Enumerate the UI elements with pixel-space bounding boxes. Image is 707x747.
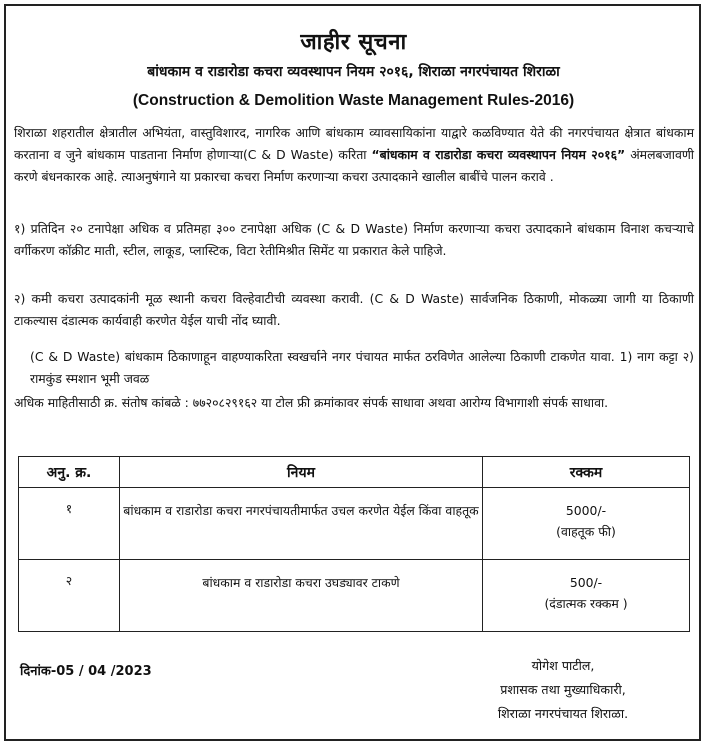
point-1: १) प्रतिदिन २० टनापेक्षा अधिक व प्रतिमहा ३०० टनापेक्षा अधिक (C & D Waste) निर्माण करणाऱ्या कचरा उत्पादकाने बांधकाम विनाश कचऱ्याचे वर्गीकरण कॉक्रीट माती, स्टील, लाकूड, प्लास्टिक, विटा रेतीमिश्रीत सिमेंट या प्रकारात केले पाहिजे. bbox=[14, 221, 694, 258]
intro-paragraph bbox=[14, 122, 694, 188]
point-3: (C & D Waste) बांधकाम ठिकाणाहून वाहण्याकरिता स्वखर्चाने नगर पंचायत मार्फत ठरविणेत आलेल्या ठिकाणी टाकणेत यावा. 1) नाग कट्टा २) रामकुंड स्मशान भूमी जवळ bbox=[30, 349, 694, 386]
table-row bbox=[19, 488, 690, 560]
table-row bbox=[19, 560, 690, 632]
header-rule: नियम bbox=[120, 457, 483, 488]
intro-rule-name: “बांधकाम व राडारोडा कचरा व्यवस्थापन नियम २०१६” bbox=[371, 147, 626, 162]
row-amount-note: (वाहतूक फी) bbox=[556, 524, 616, 539]
table-header-row bbox=[19, 457, 690, 488]
row-amount: 500/- bbox=[569, 575, 603, 590]
row-amount-cell bbox=[483, 488, 690, 560]
signature-block bbox=[438, 654, 688, 726]
row-rule: बांधकाम व राडारोडा कचरा उघड्यावर टाकणे bbox=[120, 560, 483, 632]
notice-date: दिनांक-05 / 04 /2023 bbox=[20, 664, 152, 679]
signatory-name: योगेश पाटील, bbox=[531, 658, 595, 673]
intro-text-2: अंमलबजावणी करणे बंधनकारक आहे. त्याअनुषंगाने या प्रकारचा कचरा निर्माण करणाऱ्या कचरा उत्पादकाने खालील बाबींचे पालन करावे . bbox=[14, 147, 694, 184]
row-serial: १ bbox=[19, 488, 120, 560]
row-rule: बांधकाम व राडारोडा कचरा नगरपंचायतीमार्फत उचल करणेत येईल किंवा वाहतूक bbox=[120, 488, 483, 560]
intro-text-1: शिराळा शहरातील क्षेत्रातील अभियंता, वास्तुविशारद, नागरिक आणि बांधकाम व्यावसायिकांना याद्वारे कळविण्यात येते की नगरपंचायत क्षेत्रात बांधकाम करताना व जुने बांधकाम पाडताना निर्माण होणाऱ्या(C & D Waste) करिता bbox=[14, 125, 694, 162]
notice-subtitle-marathi: बांधकाम व राडारोडा कचरा व्यवस्थापन नियम २०१६, शिराळा नगरपंचायत शिराळा bbox=[147, 64, 560, 80]
notice-title: जाहीर सूचना bbox=[300, 30, 407, 55]
row-amount-note: (दंडात्मक रक्कम ) bbox=[544, 596, 628, 611]
header-amount: रक्कम bbox=[483, 457, 690, 488]
rules-table bbox=[18, 456, 690, 632]
contact-info: अधिक माहितीसाठी क्र. संतोष कांबळे : ७७२०८२९१६२ या टोल फ्री क्रमांकावर संपर्क साधावा अथवा आरोग्य विभागाशी संपर्क साधावा. bbox=[14, 395, 609, 410]
row-serial: २ bbox=[19, 560, 120, 632]
row-amount-cell bbox=[483, 560, 690, 632]
signatory-office: शिराळा नगरपंचायत शिराळा. bbox=[497, 706, 629, 721]
notice-subtitle-english: (Construction & Demolition Waste Management Rules-2016) bbox=[132, 92, 575, 109]
signatory-title: प्रशासक तथा मुख्याधिकारी, bbox=[500, 682, 626, 697]
header-serial: अनु. क्र. bbox=[19, 457, 120, 488]
row-amount: 5000/- bbox=[565, 503, 607, 518]
point-2: २) कमी कचरा उत्पादकांनी मूळ स्थानी कचरा विल्हेवाटीची व्यवस्था करावी. (C & D Waste) सार्वजनिक ठिकाणी, मोकळ्या जागी या ठिकाणी टाकल्यास दंडात्मक कार्यवाही करणेत येईल याची नोंद घ्यावी. bbox=[14, 291, 694, 328]
